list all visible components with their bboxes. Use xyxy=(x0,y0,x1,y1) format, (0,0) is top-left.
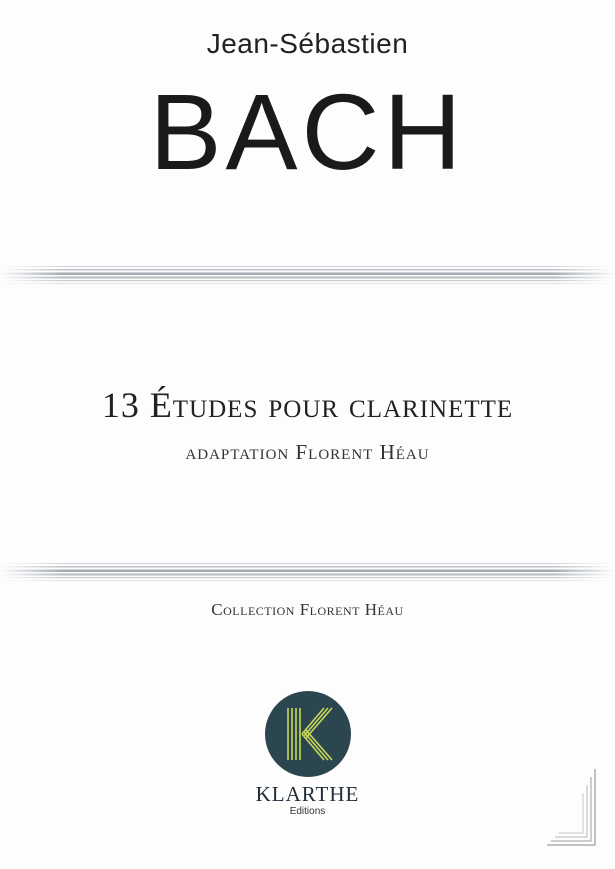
collection-name: Collection Florent Héau xyxy=(211,600,404,619)
klarthe-k-logo-icon xyxy=(264,690,352,778)
composer-first-name: Jean-Sébastien xyxy=(206,28,409,59)
publisher-name: KLARTHE xyxy=(255,782,360,806)
corner-mark-icon xyxy=(545,767,597,847)
top-decorative-stripe xyxy=(0,264,615,286)
book-subtitle: adaptation Florent Héau xyxy=(185,440,430,464)
book-title: 13 Études pour clarinette xyxy=(101,385,514,425)
publisher-subtitle: Editions xyxy=(289,806,326,817)
composer-last-name: BACH xyxy=(149,71,466,192)
bottom-decorative-stripe xyxy=(0,561,615,583)
